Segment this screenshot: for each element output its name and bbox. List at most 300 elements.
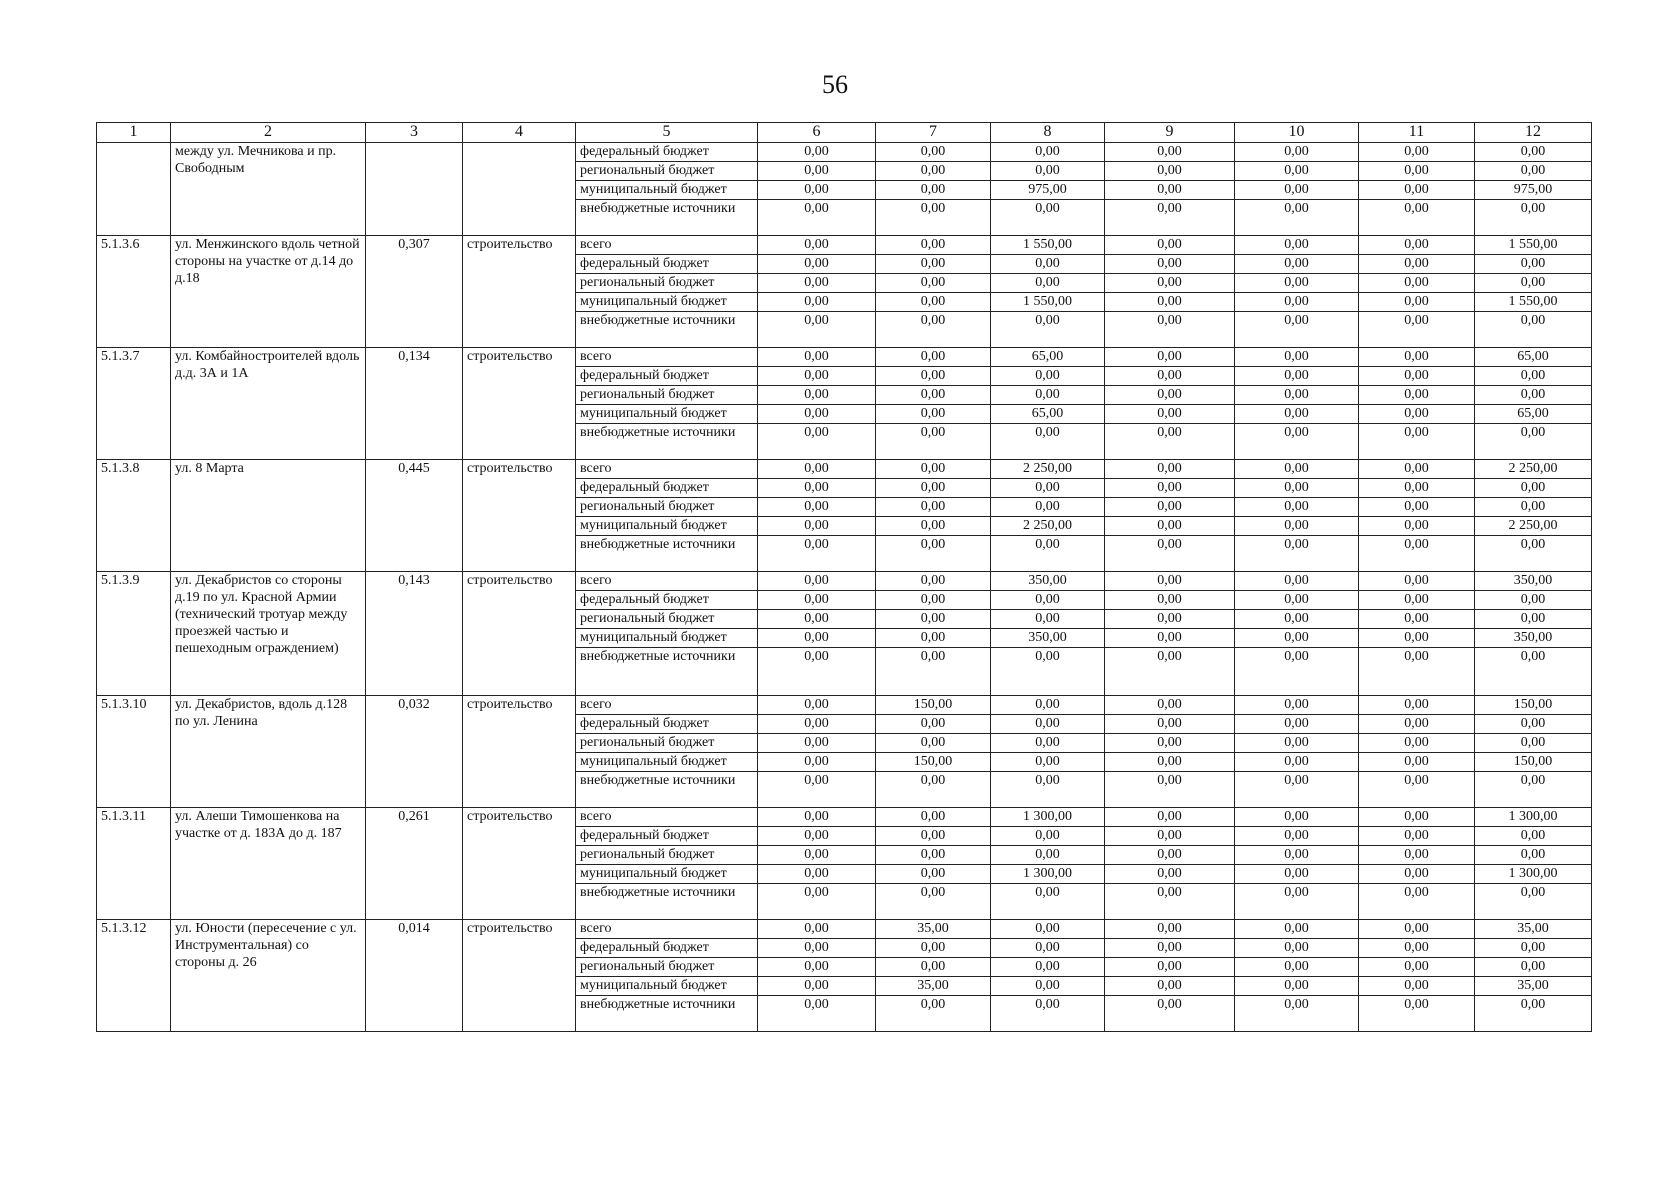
amount-cell: 35,00 [1475,920,1592,939]
amount-cell: 0,00 [1105,424,1235,460]
amount-cell: 0,00 [876,498,991,517]
amount-cell: 0,00 [991,312,1105,348]
amount-cell: 0,00 [1235,808,1359,827]
amount-cell: 0,00 [758,610,876,629]
amount-cell: 0,00 [1359,236,1475,255]
amount-cell: 0,00 [758,696,876,715]
item-work-type: строительство [463,696,576,808]
amount-cell: 0,00 [991,958,1105,977]
amount-cell: 0,00 [1105,386,1235,405]
item-name: ул. Алеши Тимошенкова на участке от д. 183А до д. 187 [171,808,366,920]
amount-cell: 0,00 [758,312,876,348]
amount-cell: 1 550,00 [991,236,1105,255]
amount-cell: 0,00 [1235,884,1359,920]
funding-source: внебюджетные источники [576,648,758,696]
amount-cell: 0,00 [1105,312,1235,348]
funding-source: федеральный бюджет [576,591,758,610]
item-length: 0,143 [366,572,463,696]
item-code: 5.1.3.12 [97,920,171,1032]
amount-cell: 0,00 [1105,772,1235,808]
amount-cell: 0,00 [758,753,876,772]
amount-cell: 0,00 [991,591,1105,610]
column-header: 8 [991,123,1105,143]
item-name: ул. 8 Марта [171,460,366,572]
amount-cell: 0,00 [1475,772,1592,808]
amount-cell: 0,00 [991,939,1105,958]
amount-cell: 0,00 [1105,293,1235,312]
funding-source: региональный бюджет [576,498,758,517]
amount-cell: 0,00 [758,846,876,865]
item-code: 5.1.3.7 [97,348,171,460]
amount-cell: 0,00 [758,977,876,996]
funding-source: муниципальный бюджет [576,977,758,996]
table-row [97,460,1592,479]
amount-cell: 0,00 [1235,236,1359,255]
amount-cell: 0,00 [991,424,1105,460]
amount-cell: 0,00 [1105,255,1235,274]
amount-cell: 65,00 [991,348,1105,367]
item-code: 5.1.3.8 [97,460,171,572]
item-work-type: строительство [463,808,576,920]
amount-cell: 0,00 [1359,143,1475,162]
amount-cell: 0,00 [758,808,876,827]
amount-cell: 0,00 [1105,865,1235,884]
amount-cell: 0,00 [876,386,991,405]
amount-cell: 0,00 [1235,920,1359,939]
amount-cell: 0,00 [1359,958,1475,977]
amount-cell: 350,00 [1475,629,1592,648]
amount-cell: 0,00 [758,386,876,405]
amount-cell: 0,00 [876,200,991,236]
amount-cell: 0,00 [1235,865,1359,884]
amount-cell: 150,00 [876,753,991,772]
amount-cell: 0,00 [1105,610,1235,629]
item-name: ул. Комбайностроителей вдоль д.д. 3А и 1А [171,348,366,460]
funding-source: региональный бюджет [576,162,758,181]
table-row [97,696,1592,715]
amount-cell: 350,00 [991,629,1105,648]
funding-source: региональный бюджет [576,386,758,405]
amount-cell: 0,00 [1475,958,1592,977]
amount-cell: 0,00 [1475,884,1592,920]
amount-cell: 65,00 [1475,348,1592,367]
amount-cell: 0,00 [758,572,876,591]
amount-cell: 150,00 [1475,696,1592,715]
amount-cell: 2 250,00 [991,460,1105,479]
amount-cell: 0,00 [1359,753,1475,772]
amount-cell: 0,00 [1359,920,1475,939]
amount-cell: 0,00 [991,386,1105,405]
amount-cell: 0,00 [876,479,991,498]
amount-cell: 0,00 [1475,498,1592,517]
amount-cell: 0,00 [991,610,1105,629]
amount-cell: 0,00 [1475,939,1592,958]
funding-source: региональный бюджет [576,610,758,629]
amount-cell: 0,00 [1105,181,1235,200]
amount-cell: 0,00 [758,865,876,884]
amount-cell: 0,00 [876,772,991,808]
column-header: 7 [876,123,991,143]
item-work-type: строительство [463,920,576,1032]
amount-cell: 0,00 [876,734,991,753]
amount-cell: 1 550,00 [1475,293,1592,312]
amount-cell: 0,00 [758,591,876,610]
item-length-empty [366,143,463,236]
amount-cell: 0,00 [758,517,876,536]
amount-cell: 0,00 [1359,648,1475,696]
amount-cell: 0,00 [876,827,991,846]
amount-cell: 0,00 [1235,996,1359,1032]
amount-cell: 350,00 [1475,572,1592,591]
amount-cell: 0,00 [1235,648,1359,696]
amount-cell: 0,00 [991,696,1105,715]
amount-cell: 0,00 [991,772,1105,808]
amount-cell: 0,00 [876,648,991,696]
amount-cell: 0,00 [1105,808,1235,827]
column-header: 5 [576,123,758,143]
amount-cell: 65,00 [1475,405,1592,424]
amount-cell: 0,00 [1105,977,1235,996]
funding-source: федеральный бюджет [576,827,758,846]
column-header: 2 [171,123,366,143]
amount-cell: 0,00 [991,162,1105,181]
funding-source: внебюджетные источники [576,536,758,572]
amount-cell: 1 300,00 [1475,808,1592,827]
amount-cell: 0,00 [1359,255,1475,274]
amount-cell: 0,00 [1105,591,1235,610]
amount-cell: 0,00 [876,884,991,920]
amount-cell: 0,00 [1105,696,1235,715]
amount-cell: 0,00 [758,460,876,479]
amount-cell: 150,00 [876,696,991,715]
amount-cell: 0,00 [1235,753,1359,772]
amount-cell: 0,00 [991,200,1105,236]
amount-cell: 0,00 [758,348,876,367]
amount-cell: 0,00 [1235,386,1359,405]
column-header: 10 [1235,123,1359,143]
amount-cell: 0,00 [758,479,876,498]
funding-source: всего [576,696,758,715]
amount-cell: 0,00 [1105,143,1235,162]
amount-cell: 0,00 [1359,734,1475,753]
amount-cell: 0,00 [1475,479,1592,498]
amount-cell: 975,00 [991,181,1105,200]
amount-cell: 0,00 [758,827,876,846]
amount-cell: 0,00 [876,162,991,181]
funding-source: региональный бюджет [576,846,758,865]
amount-cell: 0,00 [1359,846,1475,865]
amount-cell: 0,00 [876,424,991,460]
funding-source: внебюджетные источники [576,200,758,236]
funding-source: всего [576,808,758,827]
amount-cell: 0,00 [1359,405,1475,424]
amount-cell: 0,00 [876,405,991,424]
amount-cell: 0,00 [876,255,991,274]
funding-source: всего [576,460,758,479]
table-row [97,143,1592,162]
amount-cell: 0,00 [991,143,1105,162]
column-number-row [97,123,1592,143]
item-code: 5.1.3.9 [97,572,171,696]
amount-cell: 0,00 [876,572,991,591]
amount-cell: 0,00 [758,162,876,181]
amount-cell: 0,00 [1359,827,1475,846]
amount-cell: 0,00 [1105,734,1235,753]
amount-cell: 0,00 [758,293,876,312]
amount-cell: 0,00 [758,367,876,386]
amount-cell: 0,00 [1475,255,1592,274]
amount-cell: 0,00 [1359,348,1475,367]
amount-cell: 0,00 [758,734,876,753]
amount-cell: 0,00 [1475,143,1592,162]
amount-cell: 0,00 [1359,536,1475,572]
amount-cell: 0,00 [1235,479,1359,498]
amount-cell: 0,00 [1105,884,1235,920]
item-code: 5.1.3.11 [97,808,171,920]
item-name: ул. Декабристов, вдоль д.128 по ул. Ленина [171,696,366,808]
funding-source: муниципальный бюджет [576,753,758,772]
amount-cell: 65,00 [991,405,1105,424]
column-header: 12 [1475,123,1592,143]
amount-cell: 0,00 [1475,162,1592,181]
table-row [97,348,1592,367]
funding-source: всего [576,920,758,939]
amount-cell: 0,00 [758,274,876,293]
amount-cell: 150,00 [1475,753,1592,772]
amount-cell: 0,00 [1475,610,1592,629]
amount-cell: 0,00 [1105,648,1235,696]
amount-cell: 0,00 [1235,772,1359,808]
amount-cell: 0,00 [1359,367,1475,386]
amount-cell: 0,00 [1235,498,1359,517]
amount-cell: 0,00 [1475,386,1592,405]
amount-cell: 0,00 [1105,274,1235,293]
item-length: 0,014 [366,920,463,1032]
amount-cell: 0,00 [758,200,876,236]
amount-cell: 0,00 [1235,348,1359,367]
amount-cell: 0,00 [1475,200,1592,236]
amount-cell: 0,00 [1359,808,1475,827]
amount-cell: 0,00 [1359,865,1475,884]
amount-cell: 0,00 [1235,610,1359,629]
funding-source: муниципальный бюджет [576,629,758,648]
item-code: 5.1.3.10 [97,696,171,808]
amount-cell: 0,00 [1359,591,1475,610]
amount-cell: 0,00 [991,734,1105,753]
amount-cell: 0,00 [758,629,876,648]
amount-cell: 0,00 [1359,715,1475,734]
amount-cell: 0,00 [1105,367,1235,386]
amount-cell: 0,00 [1105,405,1235,424]
amount-cell: 2 250,00 [1475,460,1592,479]
amount-cell: 0,00 [876,293,991,312]
amount-cell: 0,00 [1105,827,1235,846]
amount-cell: 35,00 [876,920,991,939]
amount-cell: 0,00 [1105,348,1235,367]
amount-cell: 0,00 [1105,460,1235,479]
amount-cell: 0,00 [1359,181,1475,200]
amount-cell: 0,00 [1475,591,1592,610]
amount-cell: 0,00 [1475,648,1592,696]
item-length: 0,032 [366,696,463,808]
amount-cell: 0,00 [1235,591,1359,610]
amount-cell: 0,00 [1475,996,1592,1032]
amount-cell: 0,00 [876,996,991,1032]
funding-source: муниципальный бюджет [576,293,758,312]
amount-cell: 0,00 [876,629,991,648]
amount-cell: 2 250,00 [991,517,1105,536]
amount-cell: 0,00 [1359,517,1475,536]
amount-cell: 0,00 [1235,460,1359,479]
amount-cell: 0,00 [1475,312,1592,348]
amount-cell: 0,00 [758,143,876,162]
funding-source: региональный бюджет [576,958,758,977]
item-name: ул. Юности (пересечение с ул. Инструментальная) со стороны д. 26 [171,920,366,1032]
amount-cell: 0,00 [876,517,991,536]
amount-cell: 0,00 [1105,572,1235,591]
amount-cell: 0,00 [1235,367,1359,386]
amount-cell: 0,00 [1105,236,1235,255]
amount-cell: 0,00 [1235,572,1359,591]
amount-cell: 0,00 [1475,274,1592,293]
amount-cell: 0,00 [758,536,876,572]
funding-source: региональный бюджет [576,274,758,293]
funding-source: федеральный бюджет [576,143,758,162]
amount-cell: 0,00 [991,920,1105,939]
amount-cell: 0,00 [758,920,876,939]
table-row [97,920,1592,939]
amount-cell: 0,00 [1235,958,1359,977]
amount-cell: 0,00 [991,479,1105,498]
column-header: 1 [97,123,171,143]
amount-cell: 0,00 [1475,536,1592,572]
amount-cell: 0,00 [1475,424,1592,460]
amount-cell: 0,00 [991,255,1105,274]
amount-cell: 0,00 [758,884,876,920]
budget-table [96,122,1592,1032]
amount-cell: 0,00 [1475,827,1592,846]
amount-cell: 1 550,00 [991,293,1105,312]
amount-cell: 0,00 [876,312,991,348]
amount-cell: 0,00 [1475,367,1592,386]
amount-cell: 35,00 [1475,977,1592,996]
item-work-type: строительство [463,348,576,460]
funding-source: всего [576,572,758,591]
amount-cell: 0,00 [1105,517,1235,536]
item-work-type-empty [463,143,576,236]
item-length: 0,134 [366,348,463,460]
amount-cell: 0,00 [991,996,1105,1032]
item-length: 0,445 [366,460,463,572]
column-header: 9 [1105,123,1235,143]
amount-cell: 0,00 [876,591,991,610]
amount-cell: 0,00 [1235,629,1359,648]
funding-source: муниципальный бюджет [576,517,758,536]
item-length: 0,307 [366,236,463,348]
funding-source: внебюджетные источники [576,996,758,1032]
amount-cell: 0,00 [1235,734,1359,753]
funding-source: региональный бюджет [576,734,758,753]
amount-cell: 0,00 [876,846,991,865]
item-work-type: строительство [463,572,576,696]
amount-cell: 0,00 [876,536,991,572]
amount-cell: 0,00 [758,996,876,1032]
funding-source: муниципальный бюджет [576,181,758,200]
amount-cell: 0,00 [1235,424,1359,460]
amount-cell: 0,00 [1359,696,1475,715]
amount-cell: 0,00 [1359,977,1475,996]
amount-cell: 0,00 [1359,386,1475,405]
amount-cell: 0,00 [991,648,1105,696]
amount-cell: 0,00 [876,939,991,958]
amount-cell: 0,00 [991,274,1105,293]
amount-cell: 0,00 [991,846,1105,865]
amount-cell: 0,00 [1105,846,1235,865]
amount-cell: 0,00 [758,255,876,274]
funding-source: федеральный бюджет [576,939,758,958]
funding-source: федеральный бюджет [576,479,758,498]
funding-source: всего [576,348,758,367]
amount-cell: 0,00 [1359,610,1475,629]
amount-cell: 2 250,00 [1475,517,1592,536]
funding-source: всего [576,236,758,255]
amount-cell: 0,00 [1105,479,1235,498]
column-header: 3 [366,123,463,143]
item-work-type: строительство [463,460,576,572]
amount-cell: 0,00 [1359,884,1475,920]
column-header: 6 [758,123,876,143]
amount-cell: 0,00 [876,274,991,293]
amount-cell: 0,00 [991,498,1105,517]
table-row [97,236,1592,255]
item-work-type: строительство [463,236,576,348]
amount-cell: 0,00 [876,610,991,629]
amount-cell: 0,00 [758,424,876,460]
amount-cell: 0,00 [1235,162,1359,181]
amount-cell: 0,00 [876,715,991,734]
amount-cell: 0,00 [1105,629,1235,648]
amount-cell: 0,00 [1105,939,1235,958]
amount-cell: 0,00 [1235,715,1359,734]
amount-cell: 0,00 [1359,939,1475,958]
amount-cell: 0,00 [1105,498,1235,517]
funding-source: федеральный бюджет [576,255,758,274]
item-code-empty [97,143,171,236]
amount-cell: 0,00 [1359,293,1475,312]
amount-cell: 0,00 [758,236,876,255]
amount-cell: 0,00 [991,827,1105,846]
amount-cell: 1 550,00 [1475,236,1592,255]
funding-source: внебюджетные источники [576,312,758,348]
funding-source: муниципальный бюджет [576,405,758,424]
amount-cell: 0,00 [876,236,991,255]
amount-cell: 0,00 [758,498,876,517]
amount-cell: 0,00 [1105,715,1235,734]
funding-source: внебюджетные источники [576,772,758,808]
amount-cell: 0,00 [1235,255,1359,274]
amount-cell: 0,00 [758,958,876,977]
amount-cell: 0,00 [1105,200,1235,236]
amount-cell: 0,00 [1105,996,1235,1032]
funding-source: федеральный бюджет [576,367,758,386]
funding-source: федеральный бюджет [576,715,758,734]
column-header: 4 [463,123,576,143]
amount-cell: 0,00 [1235,977,1359,996]
amount-cell: 0,00 [1359,274,1475,293]
amount-cell: 350,00 [991,572,1105,591]
amount-cell: 0,00 [1105,753,1235,772]
amount-cell: 0,00 [1359,772,1475,808]
